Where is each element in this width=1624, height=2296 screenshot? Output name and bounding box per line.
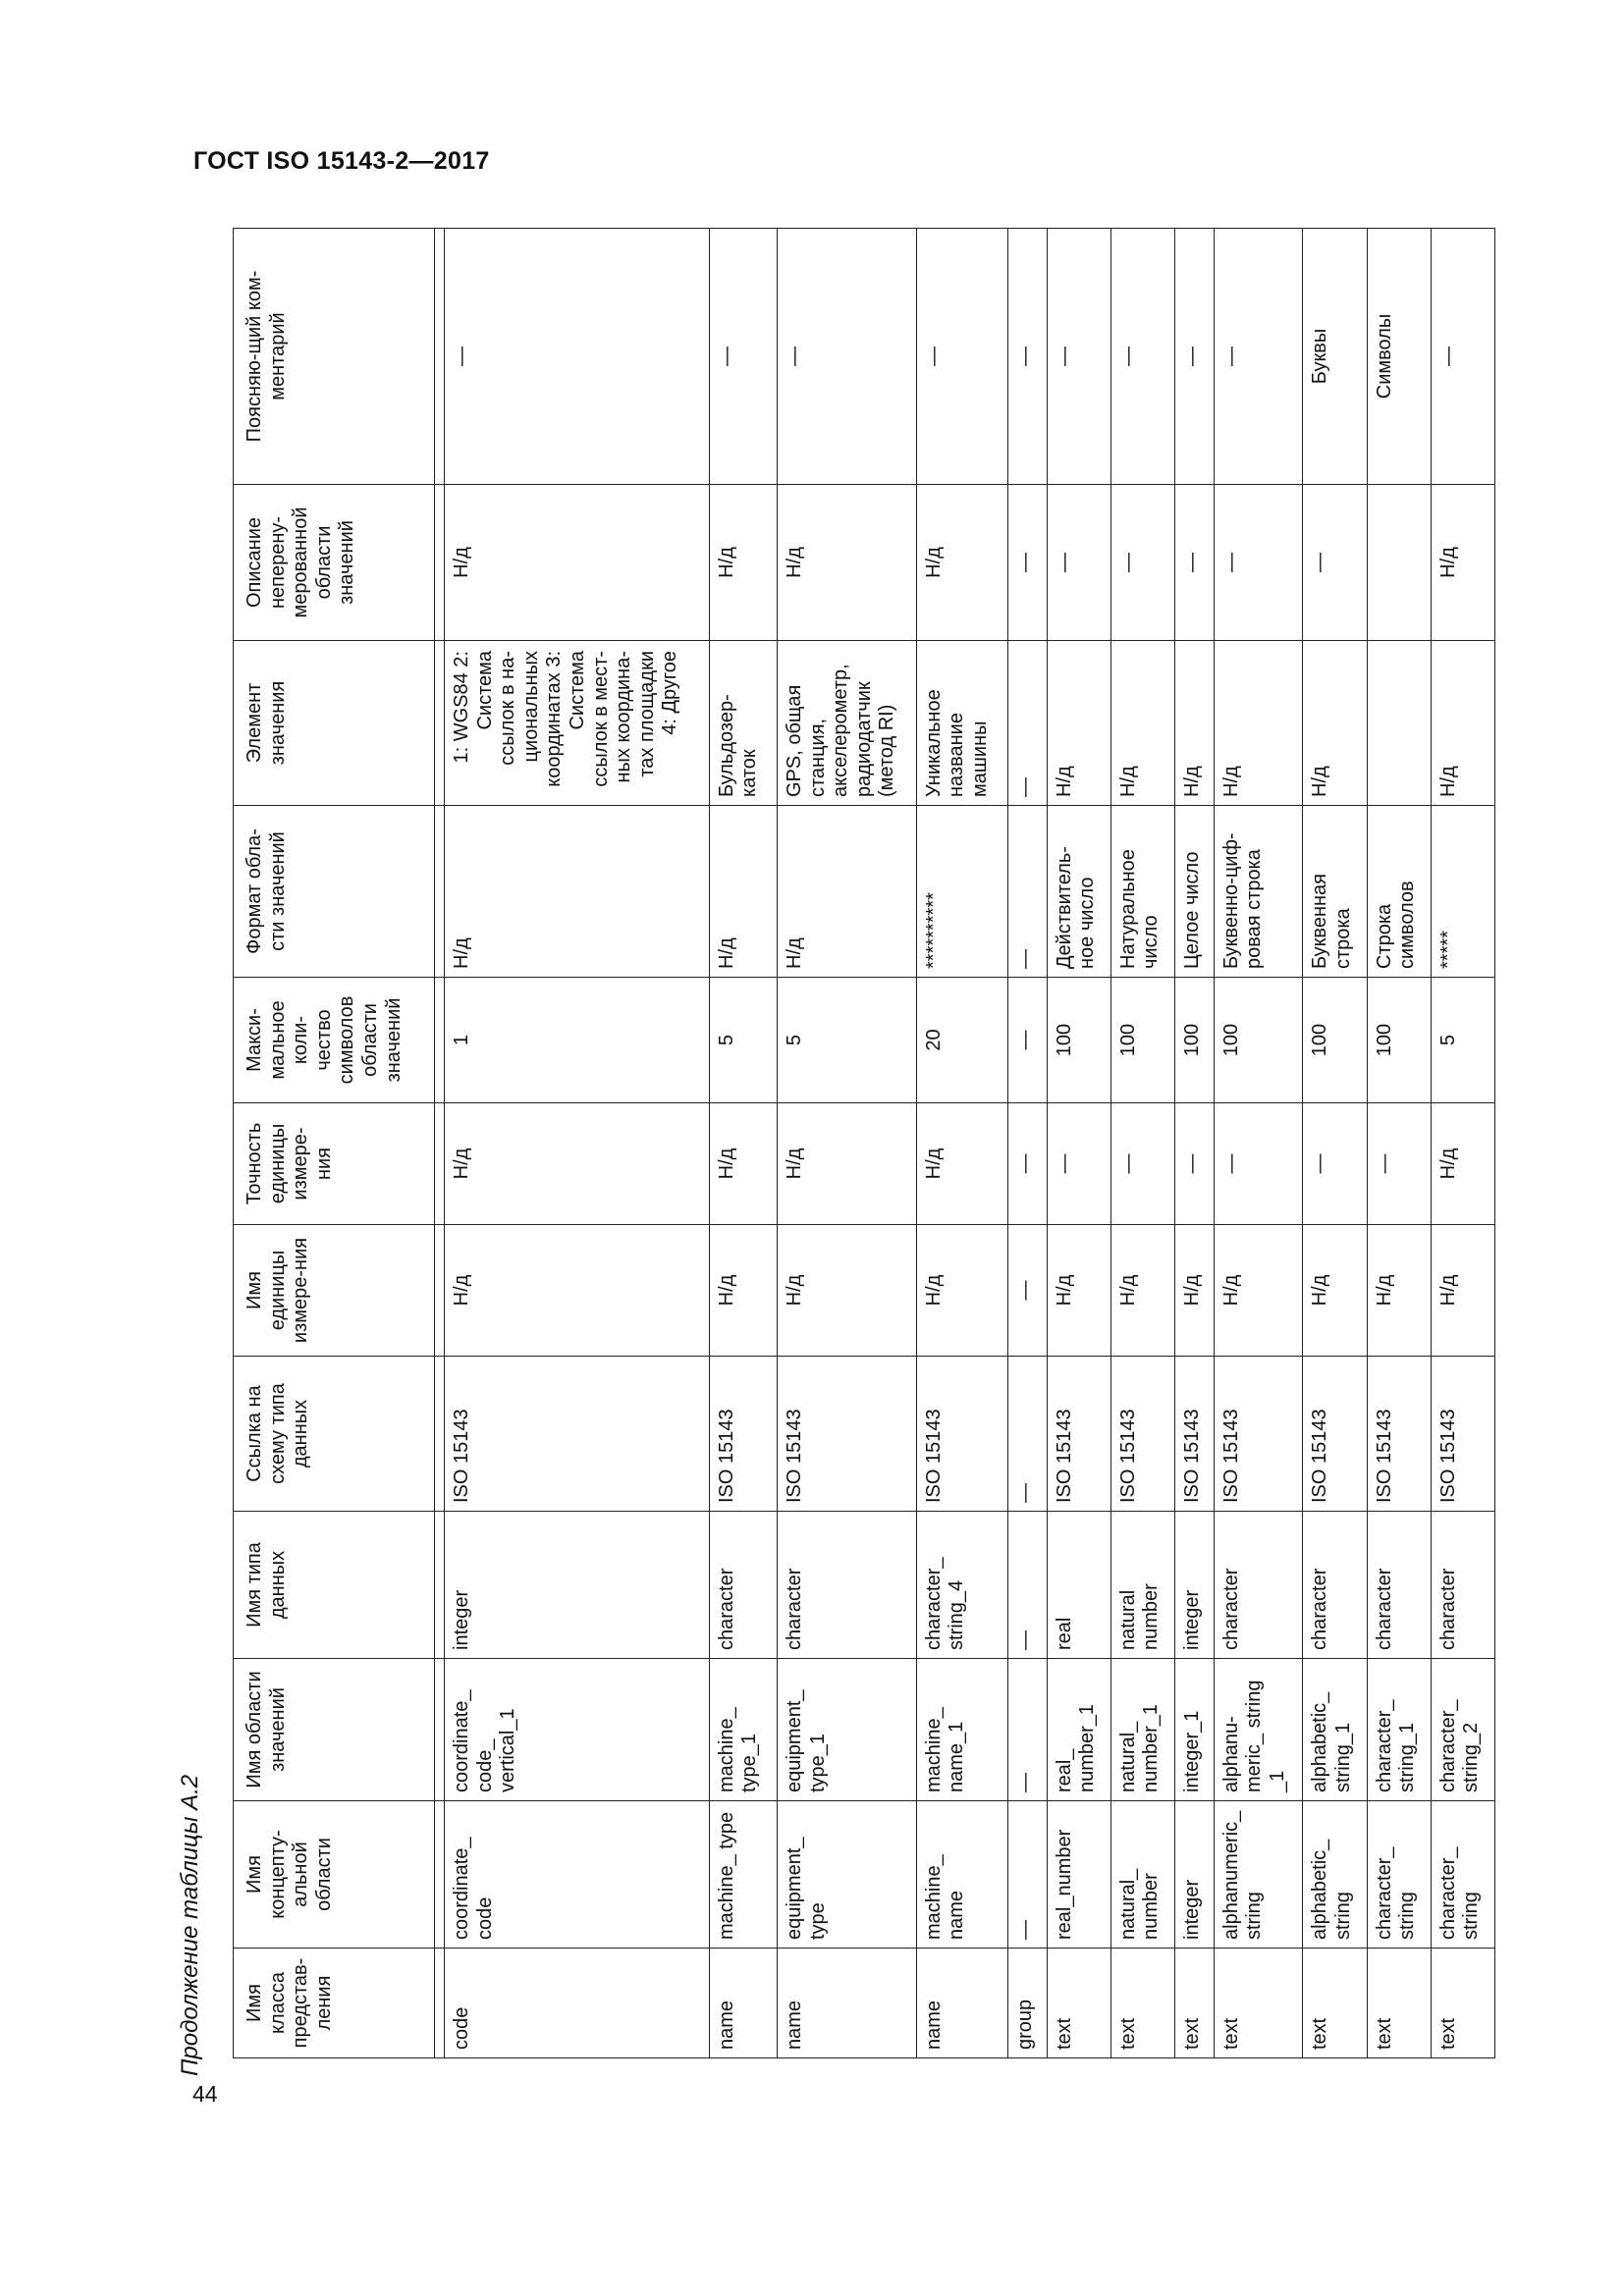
table-cell: — (1007, 806, 1047, 978)
table-cell: — (1007, 485, 1047, 641)
table-cell: equipment_ type_1 (777, 1659, 916, 1801)
table-cell: ISO 15143 (1047, 1357, 1110, 1512)
table-cell: 100 (1367, 978, 1431, 1103)
table-cell: Н/д (916, 1225, 1007, 1357)
table-cell: Н/д (916, 1103, 1007, 1225)
table-cell: Н/д (709, 806, 777, 978)
table-cell: Н/д (1431, 1103, 1494, 1225)
table-cell: — (1303, 1103, 1367, 1225)
table-cell: — (1110, 485, 1174, 641)
table-cell: text (1174, 1949, 1214, 2058)
table-cell: Н/д (1303, 1225, 1367, 1357)
table-cell: Н/д (445, 1103, 710, 1225)
table-cell: Н/д (1110, 641, 1174, 806)
table-cell: 100 (1110, 978, 1174, 1103)
table-cell: code (445, 1949, 710, 2058)
table-cell: 100 (1174, 978, 1214, 1103)
data-table (233, 228, 1495, 2058)
table-cell: character_ string_1 (1367, 1659, 1431, 1801)
table-cell: character (1214, 1512, 1303, 1659)
table-cell: ISO 15143 (1303, 1357, 1367, 1512)
table-cell: — (1007, 978, 1047, 1103)
table-cell: name (777, 1949, 916, 2058)
table-cell: integer (445, 1512, 710, 1659)
table-cell: — (1007, 1357, 1047, 1512)
table-row (1303, 229, 1367, 2058)
table-cell: text (1367, 1949, 1431, 2058)
table-cell: 1 (445, 978, 710, 1103)
table-cell: Н/д (709, 485, 777, 641)
table-cell: Уникальное название машины (916, 641, 1007, 806)
table-cell: Н/д (1047, 641, 1110, 806)
table-cell: character (1303, 1512, 1367, 1659)
table-cell: natural_ number (1110, 1801, 1174, 1949)
table-cell: ISO 15143 (445, 1357, 710, 1512)
table-row (916, 229, 1007, 2058)
table-cell: alphanumeric_ string (1214, 1801, 1303, 1949)
header-cell: Имя класса представ-ления (234, 1949, 435, 2058)
table-cell: name (916, 1949, 1007, 2058)
table-cell: Н/д (1174, 641, 1214, 806)
table-cell: Буквенная строка (1303, 806, 1367, 978)
table-cell: Н/д (777, 806, 916, 978)
table-cell: 100 (1214, 978, 1303, 1103)
header-cell: Описание неперену-мерованной области значений (234, 485, 435, 641)
table-cell: Н/д (1303, 641, 1367, 806)
table-cell: character (709, 1512, 777, 1659)
table-cell: natural_ number_1 (1110, 1659, 1174, 1801)
table-cell: character (777, 1512, 916, 1659)
table-cell: — (1047, 229, 1110, 485)
table-row (1214, 229, 1303, 2058)
table-cell: equipment_ type (777, 1801, 916, 1949)
table-cell: Н/д (916, 485, 1007, 641)
header-cell: Точность единицы измере-ния (234, 1103, 435, 1225)
header-cell: Имя типа данных (234, 1512, 435, 1659)
header-cell: Имя единицы измере-ния (234, 1225, 435, 1357)
table-cell: Н/д (1174, 1225, 1214, 1357)
table-cell: ISO 15143 (1110, 1357, 1174, 1512)
table-cell: — (1007, 641, 1047, 806)
table-cell: Буквенно-циф-ровая строка (1214, 806, 1303, 978)
table-cell: character_ string (1367, 1801, 1431, 1949)
table-cell: — (1007, 229, 1047, 485)
table-cell: Н/д (1431, 1225, 1494, 1357)
table-cell: — (777, 229, 916, 485)
table-cell: 5 (777, 978, 916, 1103)
table-cell: integer (1174, 1512, 1214, 1659)
table-cell: — (1174, 485, 1214, 641)
table-cell: — (1174, 229, 1214, 485)
table-cell: — (1214, 485, 1303, 641)
table-cell: — (1214, 1103, 1303, 1225)
table-cell: — (1174, 1103, 1214, 1225)
table-row (709, 229, 777, 2058)
table-cell: ***** (1431, 806, 1494, 978)
table-row (1007, 229, 1047, 2058)
table-cell: — (1007, 1103, 1047, 1225)
table-cell: Н/д (709, 1103, 777, 1225)
table-cell: GPS, общая станция, акселерометр, радиодатчик (метод RI) (777, 641, 916, 806)
table-cell: — (916, 229, 1007, 485)
header-cell: Элемент значения (234, 641, 435, 806)
page-number: 44 (192, 2081, 218, 2107)
table-cell: character (1431, 1512, 1494, 1659)
table-cell: Действитель-ное число (1047, 806, 1110, 978)
table-cell: name (709, 1949, 777, 2058)
table-cell: group (1007, 1949, 1047, 2058)
header-cell: Макси-мальное коли-чество символов области значений (234, 978, 435, 1103)
table-cell: Н/д (1431, 641, 1494, 806)
table-cell: Н/д (1047, 1225, 1110, 1357)
table-cell: real_ number_1 (1047, 1659, 1110, 1801)
table-cell: 5 (1431, 978, 1494, 1103)
table-cell: Буквы (1303, 229, 1367, 485)
table-cell: Н/д (1214, 1225, 1303, 1357)
table-cell: Н/д (1367, 1225, 1431, 1357)
table-cell: 100 (1047, 978, 1110, 1103)
header-cell: Ссылка на схему типа данных (234, 1357, 435, 1512)
table-cell: — (445, 229, 710, 485)
table-cell: 20 (916, 978, 1007, 1103)
table-cell: Н/д (1431, 485, 1494, 641)
table-cell: — (1303, 485, 1367, 641)
table-cell: 1: WGS84 2: Система ссылок в на-циональных координатах 3: Система ссылок в мест-ных координа-тах площадки 4: Другое (445, 641, 710, 806)
table-cell: character_ string_2 (1431, 1659, 1494, 1801)
table-cell: Н/д (445, 485, 710, 641)
table-cell: Целое число (1174, 806, 1214, 978)
table-cell: — (1214, 229, 1303, 485)
table-cell: character_ string_4 (916, 1512, 1007, 1659)
table-row (1367, 229, 1431, 2058)
table-cell: coordinate_ code (445, 1801, 710, 1949)
table-cell: coordinate_ code_ vertical_1 (445, 1659, 710, 1801)
table-row (445, 229, 710, 2058)
table-cell: machine_ name_1 (916, 1659, 1007, 1801)
table-cell: 100 (1303, 978, 1367, 1103)
table-cell: — (1367, 1103, 1431, 1225)
table-cell: integer (1174, 1801, 1214, 1949)
table-cell: ISO 15143 (1367, 1357, 1431, 1512)
header-cell: Имя концепту-альной области (234, 1801, 435, 1949)
table-cell: text (1047, 1949, 1110, 2058)
table-cell: 5 (709, 978, 777, 1103)
table-cell: Н/д (777, 1225, 916, 1357)
table-cell: character_ string (1431, 1801, 1494, 1949)
table-cell: Н/д (1110, 1225, 1174, 1357)
table-cell: integer_1 (1174, 1659, 1214, 1801)
table-cell: Натуральное число (1110, 806, 1174, 978)
header-cell: Поясняю-щий ком-ментарий (234, 229, 435, 485)
table-cell: Н/д (1214, 641, 1303, 806)
table-cell: — (1047, 485, 1110, 641)
table-cell: alphabetic_ string_1 (1303, 1659, 1367, 1801)
table-row (1431, 229, 1494, 2058)
table-row (777, 229, 916, 2058)
table-cell: ********** (916, 806, 1007, 978)
table-cell: — (1007, 1659, 1047, 1801)
table-cell: natural number (1110, 1512, 1174, 1659)
table-cell: alphabetic_ string (1303, 1801, 1367, 1949)
table-cell: Бульдозер-каток (709, 641, 777, 806)
table-cell: ISO 15143 (1431, 1357, 1494, 1512)
table-cell (1367, 641, 1431, 806)
table-cell: machine_ type_1 (709, 1659, 777, 1801)
table-cell: — (1110, 1103, 1174, 1225)
header-cell: Формат обла-сти значений (234, 806, 435, 978)
table-cell: Н/д (777, 485, 916, 641)
table-cell: — (1431, 229, 1494, 485)
table-cell: Символы (1367, 229, 1431, 485)
table-cell: text (1110, 1949, 1174, 2058)
table-cell: text (1431, 1949, 1494, 2058)
table-cell (1367, 485, 1431, 641)
header-cell: Имя области значений (234, 1659, 435, 1801)
table-cell: — (709, 229, 777, 485)
table-cell: ISO 15143 (777, 1357, 916, 1512)
table-cell: machine_ name (916, 1801, 1007, 1949)
table-cell: Н/д (445, 806, 710, 978)
table-cell: — (1007, 1225, 1047, 1357)
table-cell: alphanu-meric_ string _1 (1214, 1659, 1303, 1801)
table-cell: ISO 15143 (709, 1357, 777, 1512)
table-cell: — (1007, 1512, 1047, 1659)
table-container (233, 229, 1495, 2058)
table-cell: ISO 15143 (1174, 1357, 1214, 1512)
table-row (1110, 229, 1174, 2058)
table-cell: machine_ type (709, 1801, 777, 1949)
table-cell: character (1367, 1512, 1431, 1659)
table-cell: text (1303, 1949, 1367, 2058)
table-cell: real (1047, 1512, 1110, 1659)
table-cell: — (1007, 1801, 1047, 1949)
table-cell: ISO 15143 (1214, 1357, 1303, 1512)
table-row (1047, 229, 1110, 2058)
table-cell: ISO 15143 (916, 1357, 1007, 1512)
table-header (234, 229, 445, 2058)
table-caption: Продолжение таблицы А.2 (177, 1774, 203, 2076)
document-code: ГОСТ ISO 15143-2—2017 (193, 147, 490, 175)
table-cell: text (1214, 1949, 1303, 2058)
table-body (445, 229, 1495, 2058)
table-cell: Н/д (445, 1225, 710, 1357)
table-cell: Строка символов (1367, 806, 1431, 978)
table-cell: Н/д (777, 1103, 916, 1225)
table-row (1174, 229, 1214, 2058)
table-cell: — (1047, 1103, 1110, 1225)
table-cell: real_number (1047, 1801, 1110, 1949)
table-cell: — (1110, 229, 1174, 485)
header-separator (435, 229, 445, 2058)
table-cell: Н/д (709, 1225, 777, 1357)
